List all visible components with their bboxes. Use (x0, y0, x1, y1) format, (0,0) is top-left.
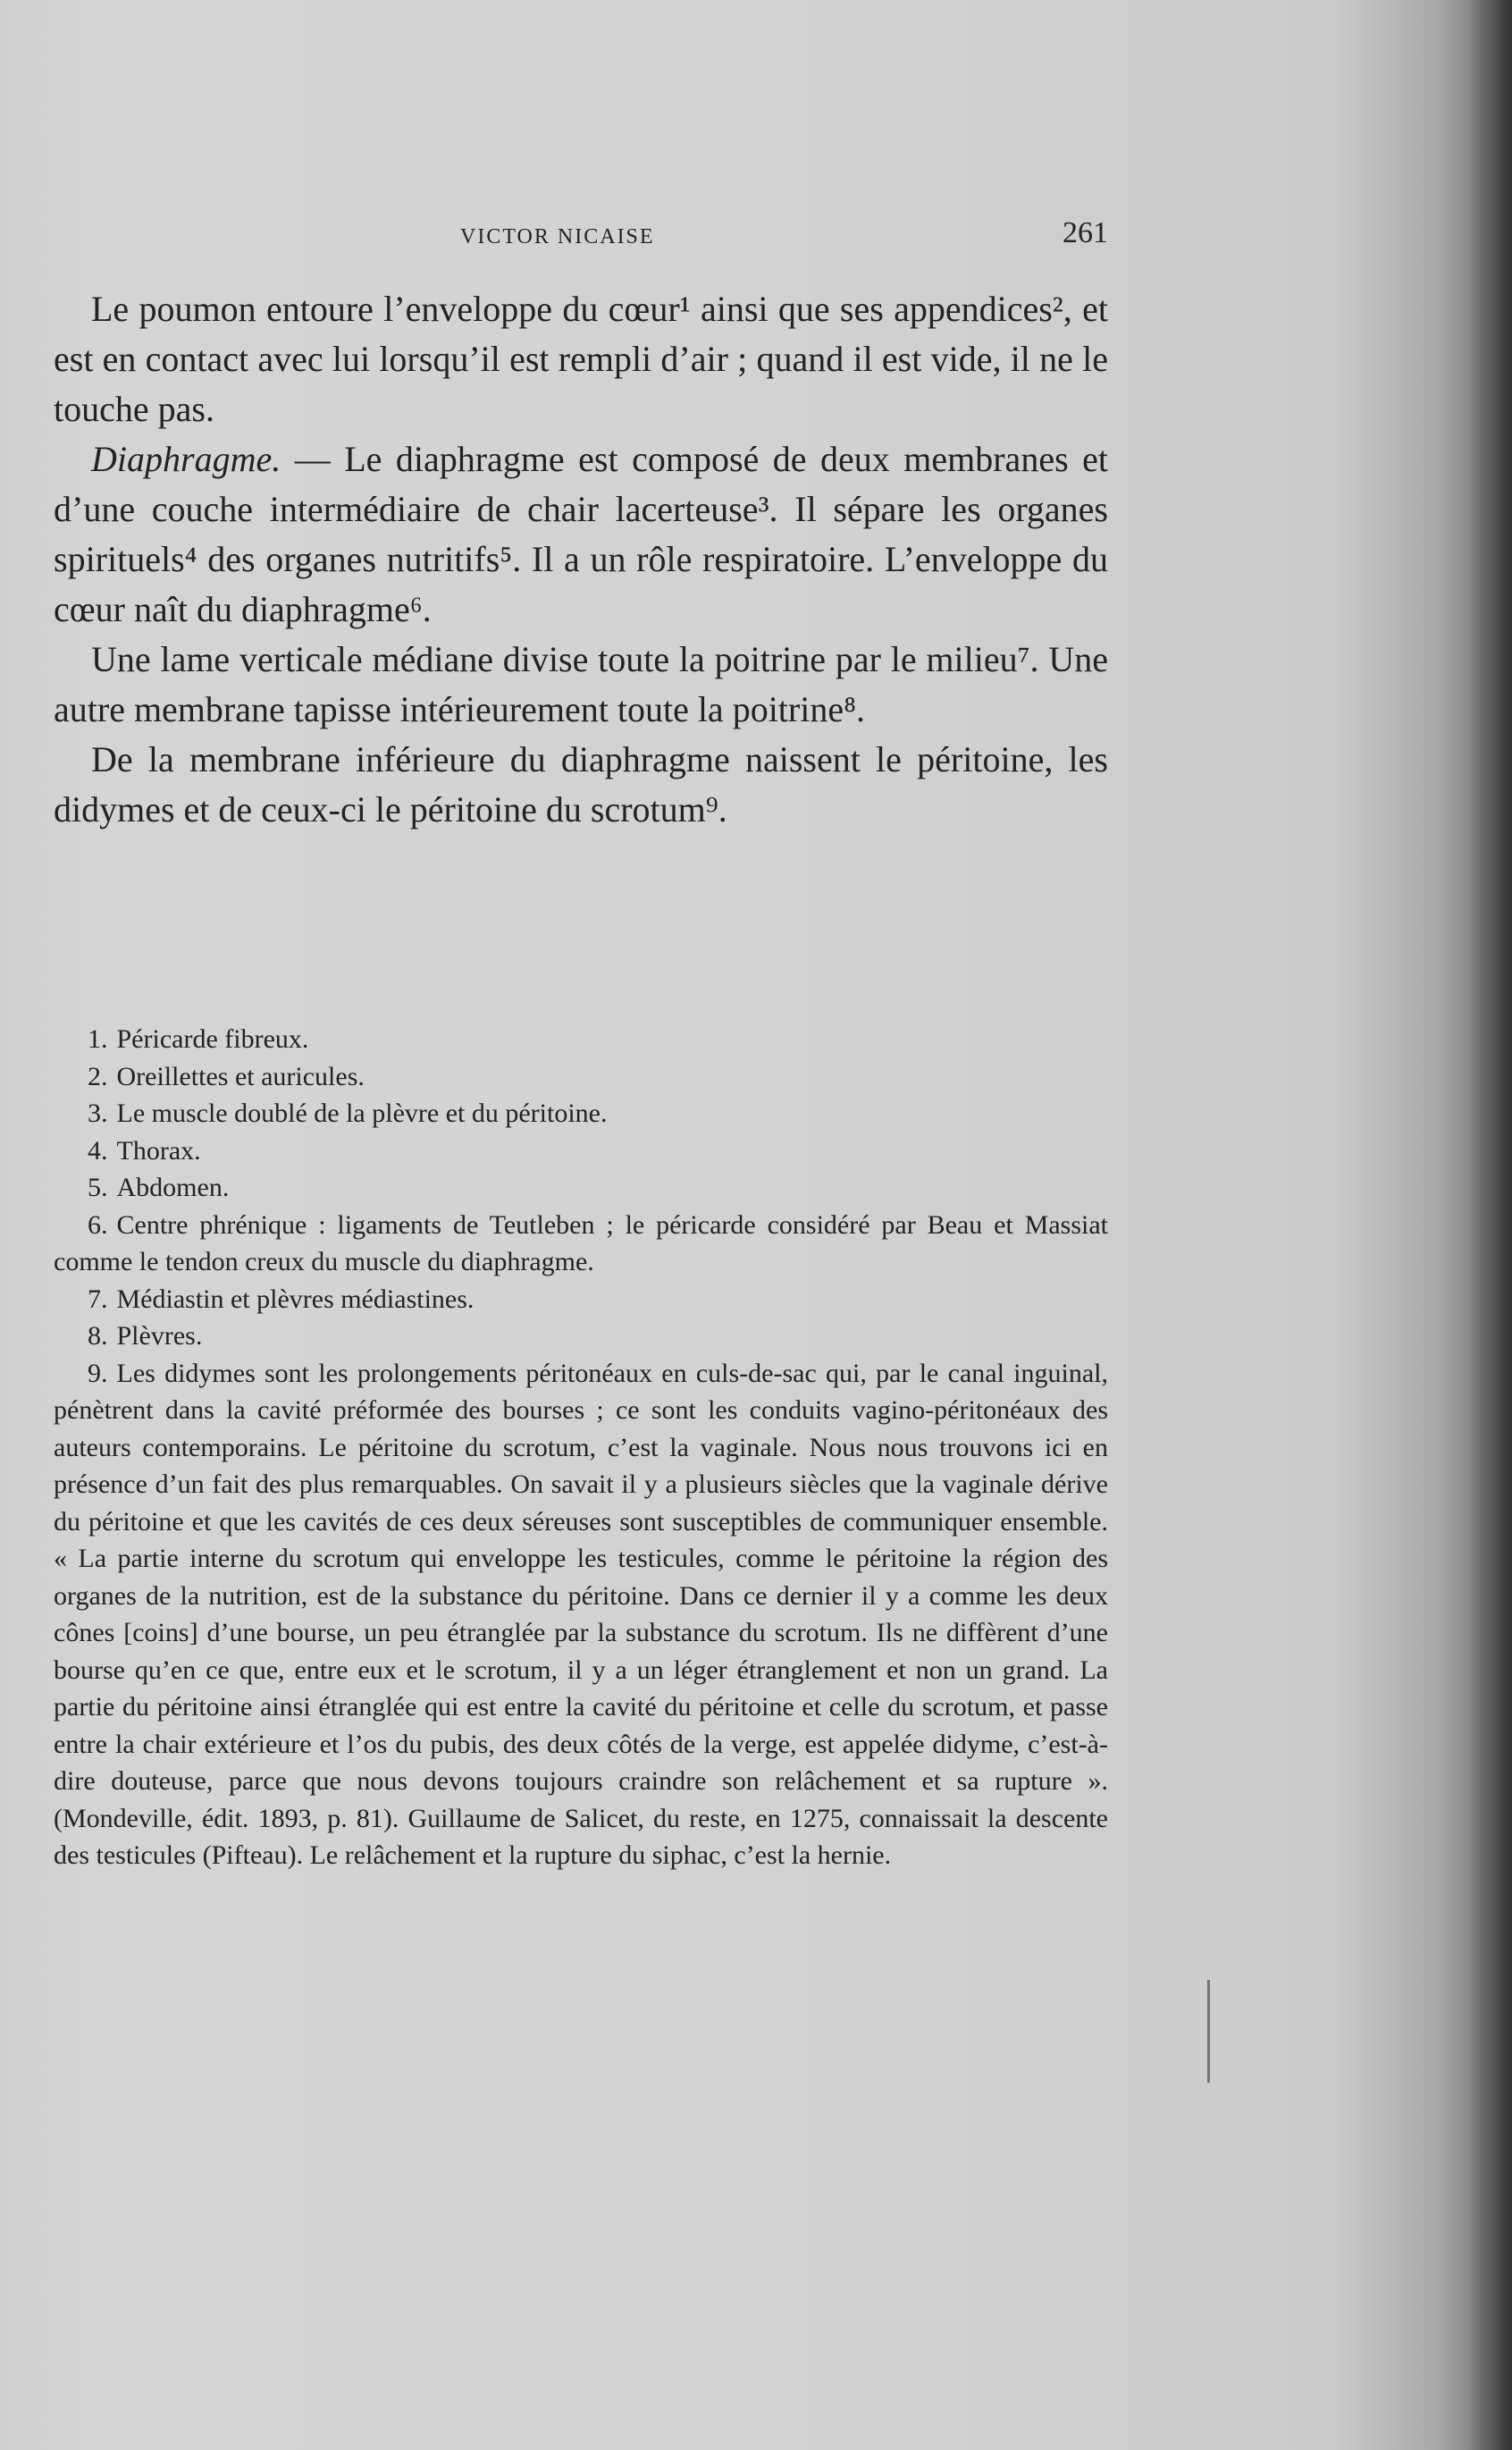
footnote-number: 8. (88, 1321, 108, 1351)
footnote-number: 3. (88, 1099, 108, 1128)
paragraph-membrane-inferieure: De la membrane inférieure du diaphragme naissent le péritoine, les didymes et de ceux-ci le péritoine du scrotum⁹. (54, 739, 1108, 829)
footnote-number: 6. (88, 1209, 108, 1240)
footnote-number: 1. (88, 1024, 108, 1054)
footnote (54, 1095, 1108, 1132)
footnote (54, 1318, 1108, 1355)
running-title: VICTOR NICAISE (460, 225, 655, 248)
footnote-number: 2. (88, 1061, 108, 1091)
footnote-text: Thorax. (116, 1135, 201, 1166)
margin-mark (1207, 1980, 1210, 2083)
page-number: 261 (1063, 216, 1108, 249)
footnote-text: Abdomen. (116, 1173, 230, 1202)
main-text (54, 284, 1108, 835)
footnote (54, 1207, 1108, 1281)
page-edge-shadow (1469, 0, 1512, 2450)
footnotes (54, 1021, 1108, 1874)
footnote-number: 5. (88, 1173, 108, 1202)
section-heading-diaphragme: Diaphragme. (91, 439, 281, 479)
paragraph-lame-verticale: Une lame verticale médiane divise toute la poitrine par le milieu⁷. Une autre membrane tapisse intérieurement toute la poitrine⁸. (54, 639, 1108, 729)
paragraph-diaphragme (54, 434, 1108, 635)
footnote (54, 1281, 1108, 1318)
footnote (54, 1355, 1108, 1874)
footnote-text: Médiastin et plèvres médiastines. (116, 1284, 475, 1314)
footnote-text: Oreillettes et auricules. (116, 1061, 365, 1091)
footnote-number: 9. (88, 1358, 108, 1388)
footnote (54, 1021, 1108, 1058)
footnote-text: Les didymes sont les prolongements péritonéaux en culs-de-sac qui, par le canal inguinal, pénètrent dans la cavité préformée des bourses ; ce sont les conduits vagino-péritonéaux des auteurs contemporains. Le péritoine du scrotum, c’est la vaginale. Nous nous trouvons ici en présence d’un fait des plus remarquables. On savait il y a plusieurs siècles que la vaginale dérive du péritoine et que les cavités de ces deux séreuses sont susceptibles de communiquer ensemble. « La partie interne du scrotum qui enveloppe les testicules, comme le péritoine la région des organes de la nutrition, est de la substance du péritoine. Dans ce dernier il y a comme les deux cônes [coins] d’une bourse, un peu étranglée par la substance du scrotum. Ils ne diffèrent d’une bourse qu’en ce que, entre eux et le scrotum, il y a un léger étranglement et non un grand. La partie du péritoine ainsi étranglée qui est entre la cavité du péritoine et celle du scrotum, et passe entre la chair extérieure et l’os du pubis, des deux côtés de la verge, est appelée didyme, c’est-à-dire douteuse, parce que nous devons toujours craindre son relâchement et sa rupture ». (Mondeville, édit. 1893, p. 81). Guillaume de Salicet, du reste, en 1275, connaissait la descente des testicules (Pifteau). Le relâchement et la rupture du siphac, c’est la hernie. (54, 1358, 1108, 1870)
paragraph-diaphragme-text: — Le diaphragme est composé de deux membranes et d’une couche intermédiaire de chair lacerteuse³. Il sépare les organes spirituels⁴ des organes nutritifs⁵. Il a un rôle respiratoire. L’enveloppe du cœur naît du diaphragme⁶. (54, 439, 1108, 629)
paragraph-poumon: Le poumon entoure l’enveloppe du cœur¹ ainsi que ses appendices², et est en contact avec lui lorsqu’il est rempli d’air ; quand il est vide, il ne le touche pas. (54, 289, 1108, 429)
footnote-number: 7. (88, 1284, 108, 1314)
footnote-text: Plèvres. (116, 1321, 203, 1351)
footnote-text: Centre phrénique : ligaments de Teutleben ; le péricarde considéré par Beau et Massiat comme le tendon creux du muscle du diaphragme. (54, 1209, 1108, 1276)
footnote (54, 1132, 1108, 1170)
footnote (54, 1058, 1108, 1096)
footnote-number: 4. (88, 1135, 108, 1166)
footnote-text: Le muscle doublé de la plèvre et du péritoine. (116, 1099, 608, 1128)
footnote (54, 1169, 1108, 1207)
footnote-text: Péricarde fibreux. (116, 1024, 309, 1054)
running-head (54, 216, 1108, 261)
